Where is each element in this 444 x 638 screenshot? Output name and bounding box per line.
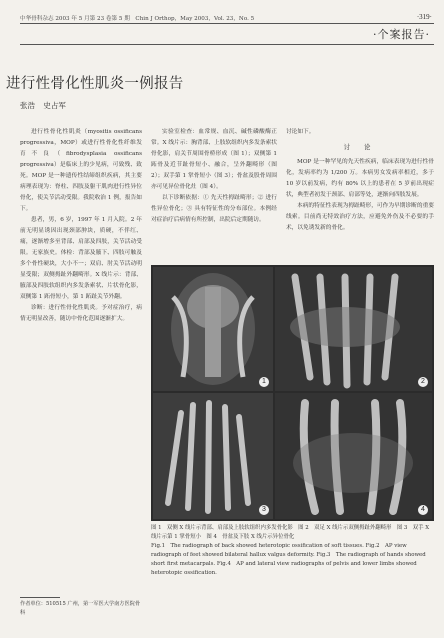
header-rule-bottom <box>20 44 434 45</box>
panel-label: 3 <box>259 505 269 515</box>
radiograph-image <box>153 267 273 391</box>
paragraph: 诊断：进行性骨化性肌炎。予对症治疗，病情无明显改善，随访中骨化范围逐渐扩大。 <box>20 305 142 322</box>
radiograph-figure <box>151 265 434 521</box>
caption-chinese: 图 1 双侧 X 线片示背部、肩部及上肢软组织内多发骨化影 图 2 双足 X 线片示双侧拇趾外翻畸形 图 3 双手 X 线片示第 1 掌骨短小 图 4 骨盆及下肢 X 线片示异位骨化 <box>151 525 430 540</box>
page-number: ·319· <box>416 13 432 21</box>
column-label: ·个案报告· <box>373 28 430 41</box>
discussion-heading: 讨 论 <box>343 143 377 151</box>
paragraph: 进行性骨化性肌炎（myositis ossificans progressiva，MOP）或进行性骨化性纤维发育不良（fibrodysplasia ossificans progressiva）是临床上的少见病，可致残、致死。MOP 是一种遗传性结缔组织疾病，其主要病理表现为：脊柱、四肢及躯干肌肉进行性异位骨化，使关节活动受限。我院收治 1 例，报告如下。 <box>20 129 142 212</box>
paragraph: 讨论如下。 <box>286 129 315 135</box>
paragraph: 本病的特征性表现为拇趾畸形，可作为早期诊断的重要线索。目前尚无特效治疗方法，应避免外伤及不必要的手术，以免诱发新的骨化。 <box>286 203 434 231</box>
paragraph: 以下诊断依据：① 先天性拇趾畸形；② 进行性异位骨化；③ 具有特征性的分布部位。本例经对症治疗后病情有所控制，出院后定期随访。 <box>151 195 277 223</box>
radiograph-panel-1 <box>153 267 273 391</box>
column-right <box>286 127 434 234</box>
header-rule <box>20 23 434 24</box>
radiograph-image <box>275 267 432 391</box>
authors <box>20 100 66 111</box>
radiograph-panel-3 <box>153 393 273 519</box>
panel-label: 1 <box>259 377 269 387</box>
caption-english: Fig.1 The radiograph of back showed heterotopic ossification of soft tissues. Fig.2 AP view radiograph of feet showed bilateral hallux valgus deformity. Fig.3 The radiograph of hands showed short first metacarpals. Fig.4 AP and lateral view radiographs of pelvis and lower limbs showed heterotopic ossification. <box>151 543 426 576</box>
author-2: 史占军 <box>43 101 66 110</box>
radiograph-image <box>275 393 432 519</box>
radiograph-panel-2 <box>275 267 432 391</box>
author-1: 张浩 <box>20 101 35 110</box>
footnote: 作者单位：510515 广州，第一军医大学南方医院骨科 <box>20 601 141 616</box>
footnote-rule <box>20 597 60 598</box>
figure-caption <box>151 524 436 578</box>
radiograph-image <box>153 393 273 519</box>
journal-header: 中华骨科杂志 2003 年 5 月第 23 卷第 5 期 Chin J Orthop，May 2003，Vol. 23，No. 5 <box>20 16 255 22</box>
article-title: 进行性骨化性肌炎一例报告 <box>6 76 184 92</box>
paragraph: 实验室检查：血常规、血沉、碱性磷酸酶正常。X 线片示：胸背部、上肢软组织内多发条索状骨化影，肩关节周围骨桥形成（图 1）；双侧第 1 跖骨及近节趾骨短小、融合，呈外翻畸形（图 2）；双手第 1 掌骨短小（图 3）；骨盆及股骨周围亦可见异位骨化灶（图 4）。 <box>151 129 277 190</box>
column-middle <box>151 127 277 226</box>
panel-label: 2 <box>418 377 428 387</box>
paragraph: 患者，男，6 岁，1997 年 1 月入院。2 年前无明显诱因出现颈部肿块，质硬，不伴红、痛，逐渐增多至背部、肩部及四肢，关节活动受限。无家族史。体检：背部及腋下、四肢可触及多个骨性硬块，大小不一；双肩、肘关节活动明显受限；双侧拇趾外翻畸形。X 线片示：背部、腋部及四肢软组织内多发条索状、片状骨化影，双侧第 1 跖骨短小，第 1 跖趾关节外翻。 <box>20 217 142 300</box>
paragraph: MOP 是一种罕见的先天性疾病，临床表现为进行性骨化，发病率约为 1/200 万。本病男女发病率相近，多于 10 岁以前发病，约有 80% 以上的患者在 5 岁前出现症状，典型者初发于颈部、肩部等处，逐渐向四肢发展。 <box>286 159 434 198</box>
column-left <box>20 127 142 325</box>
radiograph-panel-4 <box>275 393 432 519</box>
panel-label: 4 <box>418 505 428 515</box>
